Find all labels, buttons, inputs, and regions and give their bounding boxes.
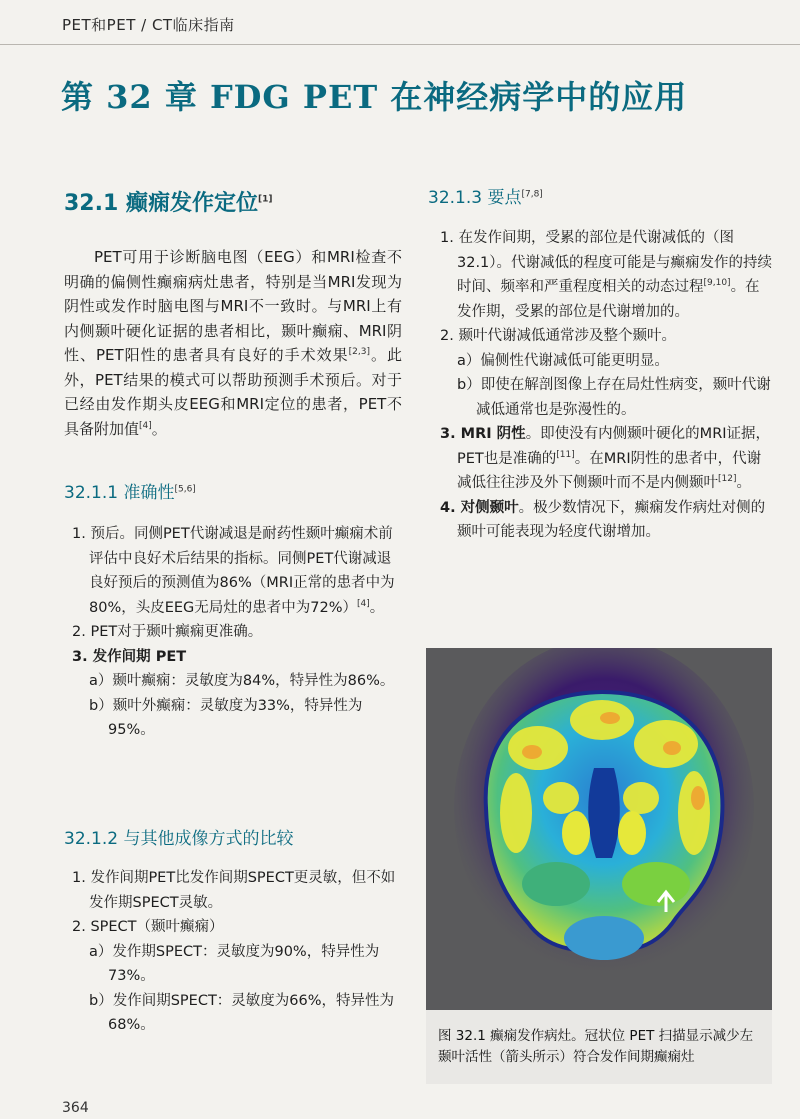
- list-item: [72, 620, 404, 645]
- list-subitem: [72, 940, 404, 989]
- list-item-text: 1. 在发作间期，受累的部位是代谢减低的（图32.1）。代谢减低的程度可能是与癫痫发作的持续时间、频率和严重程度相关的动态过程: [440, 230, 773, 295]
- list-subitem: [72, 669, 404, 694]
- list-item-text: b）颞叶外癫痫：灵敏度为33%，特异性为95%。: [89, 697, 363, 738]
- list-item-text: b）即使在解剖图像上存在局灶性病变，颞叶代谢减低通常也是弥漫性的。: [457, 377, 771, 418]
- list-item-text: 2. 颞叶代谢减低通常涉及整个颞叶。: [440, 328, 676, 344]
- list-item-text: 1. 发作间期PET比发作间期SPECT更灵敏，但不如发作期SPECT灵敏。: [72, 870, 396, 911]
- list-item: [440, 422, 774, 496]
- subsection-title-text: 32.1.1 准确性: [64, 483, 175, 503]
- list-item-text: 1. 预后。同侧PET代谢减退是耐药性颞叶癫痫术前评估中良好术后结果的指标。同侧PET代谢减退良好预后的预测值为86%（MRI正常的患者中为80%，头皮EEG无局灶的患者中为72%）: [72, 526, 395, 616]
- list-subitem: [72, 694, 404, 743]
- list-item-text: 。极少数情况下，癫痫发作病灶对侧的颞叶可能表现为轻度代谢增加。: [457, 499, 766, 540]
- subsection-title-comparison: 32.1.2 与其他成像方式的比较: [64, 829, 294, 849]
- pet-brain-illustration: [426, 648, 772, 1010]
- list-item-text: 2. PET对于颞叶癫痫更准确。: [72, 624, 263, 640]
- subsection-title-accuracy: [64, 478, 196, 503]
- intro-text-1: PET可用于诊断脑电图（EEG）和MRI检查不明确的偏侧性癫痫病灶患者，特别是当MRI发现为阴性或发作时脑电图与MRI不一致时。与MRI上有内侧颞叶硬化证据的患者相比，颞叶癫痫、MRI阴性、PET阳性的患者具有良好的手术效果: [64, 248, 402, 364]
- list-item: [72, 522, 404, 620]
- figure-pet-scan: [426, 648, 772, 1084]
- list-item: [440, 496, 774, 545]
- list-item-text: 。在发作期，受累的部位是代谢增加的。: [457, 279, 760, 320]
- list-item-text: a）偏侧性代谢减低可能更明显。: [457, 352, 669, 369]
- keypoints-list: [440, 226, 774, 545]
- list-item-text: a）发作期SPECT：灵敏度为90%，特异性为73%。: [89, 943, 380, 984]
- citation: [7,8]: [521, 189, 543, 200]
- list-item: [440, 324, 774, 349]
- page-number: 364: [62, 1100, 89, 1116]
- list-item-text: 。即使没有内侧颞叶硬化的MRI证据，PET也是准确的: [457, 426, 771, 467]
- section-title: [64, 186, 272, 217]
- intro-paragraph: [64, 245, 402, 441]
- intro-text-2: 。此外，PET结果的模式可以帮助预测手术预后。对于已经由发作期头皮EEG和MRI定位的患者，PET不具备附加值: [64, 346, 402, 438]
- citation: [5,6]: [174, 484, 196, 495]
- subsection-title-text: 32.1.3 要点: [428, 188, 522, 208]
- pet-scan-image: [426, 648, 772, 1010]
- list-item-text: 。: [736, 475, 751, 491]
- list-item-text: b）发作间期SPECT：灵敏度为66%，特异性为68%。: [89, 992, 395, 1033]
- figure-caption: 图 32.1 癫痫发作病灶。冠状位 PET 扫描显示减少左颞叶活性（箭头所示）符合发作间期癫痫灶: [426, 1010, 772, 1084]
- list-item: [72, 915, 404, 940]
- list-subitem: [440, 373, 774, 422]
- section-title-text: 32.1 癫痫发作定位: [64, 191, 258, 216]
- citation: [4]: [139, 420, 152, 431]
- accuracy-list: [72, 522, 404, 743]
- list-item-text: 。: [369, 599, 385, 616]
- list-subitem: [440, 349, 774, 374]
- list-subitem: [72, 989, 404, 1038]
- subsection-title-keypoints: [428, 183, 543, 208]
- list-item-text: 3. 发作间期 PET: [72, 648, 187, 665]
- comparison-list: [72, 866, 404, 1038]
- list-item-text: 2. SPECT（颞叶癫痫）: [72, 919, 224, 935]
- list-item: [72, 866, 404, 915]
- running-header: [0, 0, 800, 45]
- list-item-text: a）颞叶癫痫：灵敏度为84%，特异性为86%。: [89, 673, 395, 689]
- list-item: [440, 226, 774, 324]
- citation: [1]: [257, 194, 273, 205]
- chapter-title: 第 32 章 FDG PET 在神经病学中的应用: [61, 78, 688, 116]
- citation: [2,3]: [348, 347, 370, 357]
- intro-text-3: 。: [151, 419, 167, 438]
- list-item-text: 。在MRI阴性的患者中，代谢减低往往涉及外下侧颞叶而不是内侧颞叶: [457, 450, 762, 491]
- citation: [12]: [718, 474, 737, 485]
- list-item: [72, 645, 404, 670]
- citation: [11]: [556, 449, 575, 460]
- citation: [4]: [357, 598, 370, 609]
- list-item-label: 3. MRI 阴性: [440, 426, 526, 442]
- citation: [9,10]: [703, 278, 731, 289]
- running-title: PET和PET / CT临床指南: [62, 16, 235, 34]
- list-item-label: 4. 对侧颞叶: [440, 499, 519, 516]
